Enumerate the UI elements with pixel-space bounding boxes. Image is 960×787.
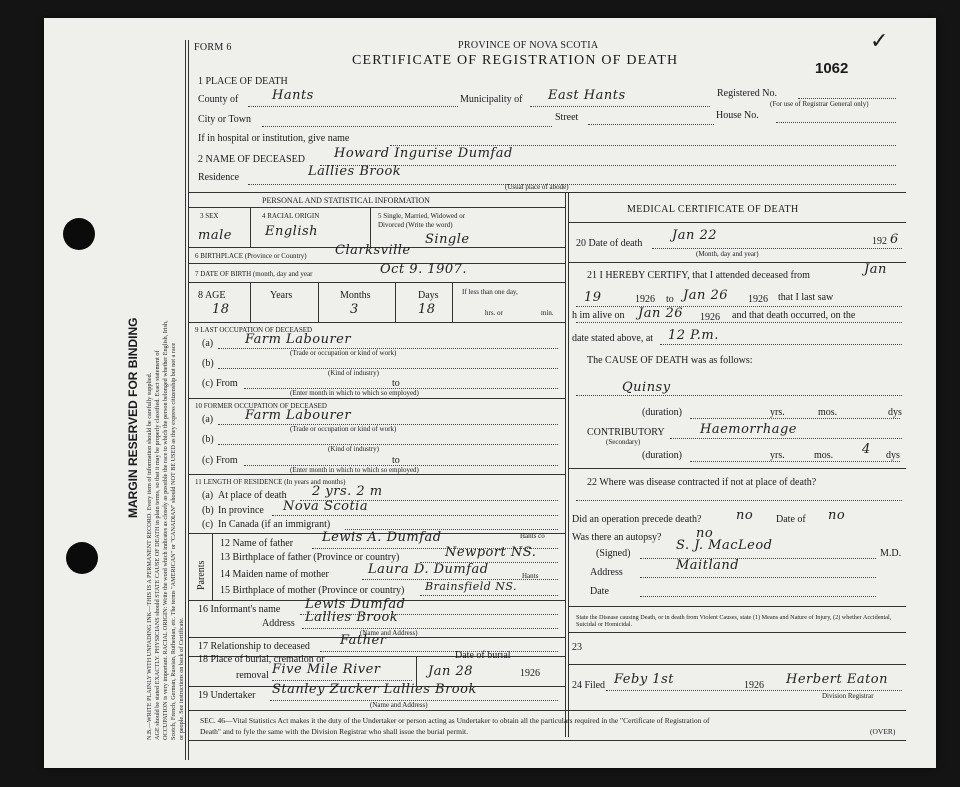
check-mark-icon: ✓ <box>870 28 889 53</box>
informant-value: Lewis Dumfad <box>305 597 406 612</box>
informant-address: Lallies Brook <box>305 610 399 625</box>
death-time: 12 P.m. <box>668 328 719 343</box>
parents-side-label: Parents <box>196 560 207 590</box>
margin-instruction: AGE should be stated EXACTLY. PHYSICIANS should STATE CAUSE OF DEATH in plain terms, so that it may be properly classified. Exact statement of <box>154 350 161 740</box>
father-note: Hants co <box>520 532 545 540</box>
undertaker-value: Stanley Zucker Lallies Brook <box>272 682 477 697</box>
margin-instruction: OCCUPATION is very important. RACIAL ORIGIN: Write the word which indicates as closely as possible the race to which the person belonged whether English, Irish, <box>162 320 169 740</box>
registered-note: (For use of Registrar General only) <box>770 100 869 108</box>
binder-hole <box>66 542 98 574</box>
residence-length-label: 11 LENGTH OF RESIDENCE (In years and months) <box>195 478 346 486</box>
months-label: Months <box>340 290 371 301</box>
age-months: 3 <box>350 302 359 317</box>
county-label: County of <box>198 94 239 105</box>
province-heading: PROVINCE OF NOVA SCOTIA <box>458 40 599 51</box>
racial-value: English <box>265 224 319 239</box>
over-note: (OVER) <box>870 727 896 736</box>
death-year-digit: 6 <box>890 232 899 247</box>
personal-heading: PERSONAL AND STATISTICAL INFORMATION <box>262 196 430 205</box>
days-label: Days <box>418 290 439 301</box>
registrar-signature: Herbert Eaton <box>786 672 888 687</box>
burial-date: Jan 28 <box>428 664 474 679</box>
former-occupation-label: 10 FORMER OCCUPATION OF DECEASED <box>195 402 327 410</box>
death-date: Jan 22 <box>672 228 718 243</box>
mother-birthplace: Brainsfield NS. <box>425 580 518 593</box>
physician-address: Maitland <box>676 558 740 573</box>
province-value: Nova Scotia <box>283 499 369 514</box>
relationship-value: Father <box>340 633 387 648</box>
municipality-value: East Hants <box>548 88 626 103</box>
margin-instruction: or people. See instructions on back of Certificate. <box>178 617 185 740</box>
father-value: Lewis A. Dumfad <box>322 530 442 545</box>
burial-place: Five Mile River <box>272 662 381 677</box>
city-label: City or Town <box>198 114 252 125</box>
less-day-label: If less than one day, <box>462 288 518 296</box>
registered-label: Registered No. <box>717 88 777 99</box>
hrs-label: hrs. or <box>485 309 503 317</box>
form-number: FORM 6 <box>194 42 232 53</box>
name-label: 2 NAME OF DECEASED <box>198 154 305 165</box>
birthplace-label: 6 BIRTHPLACE (Province or Country) <box>195 252 307 260</box>
at-place-value: 2 yrs. 2 m <box>312 484 383 499</box>
last-occupation-label: 9 LAST OCCUPATION OF DECEASED <box>195 326 313 334</box>
years-label: Years <box>270 290 293 301</box>
name-value: Howard Ingurise Dumfad <box>334 146 513 161</box>
footer-text: SEC. 46—Vital Statistics Act makes it the duty of the Undertaker or person acting as Undertaker to obtain all the particulars required in the "Certificate of Registration of <box>200 716 710 725</box>
county-value: Hants <box>272 88 314 103</box>
medical-heading: MEDICAL CERTIFICATE OF DEATH <box>627 204 799 215</box>
birthplace-value: Clarksville <box>335 243 411 258</box>
marital-label: 5 Single, Married, Widowed or <box>378 212 466 220</box>
margin-instruction: Scotch, French, German, Russian, Ruthenian, etc. The terms "AMERICAN" or "CANADIAN" should NOT BE USED as they express citizenship but not a race <box>170 342 177 740</box>
certificate-title: CERTIFICATE OF REGISTRATION OF DEATH <box>352 53 679 68</box>
sex-value: male <box>198 228 232 243</box>
marital-label: Divorced (Write the word) <box>378 221 453 229</box>
burial-year: 1926 <box>520 668 540 679</box>
racial-label: 4 RACIAL ORIGIN <box>262 212 320 220</box>
physician-signature: S. J. MacLeod <box>676 538 773 553</box>
residence-label: Residence <box>198 172 240 183</box>
age-years: 18 <box>212 302 230 317</box>
footer-text: Death" and to fyle the same with the Division Registrar who shall issue the burial permit. <box>200 727 469 736</box>
min-label: min. <box>541 309 554 317</box>
form-border <box>185 40 186 760</box>
cause-value: Quinsy <box>622 380 671 395</box>
certificate-number: 1062 <box>815 60 849 77</box>
residence-note: (Usual place of abode) <box>505 183 569 191</box>
binder-hole <box>63 218 95 250</box>
municipality-label: Municipality of <box>460 94 523 105</box>
dob-label: 7 DATE OF BIRTH (month, day and year <box>195 270 313 278</box>
hospital-label: If in hospital or institution, give name <box>198 133 350 144</box>
sex-label: 3 SEX <box>200 212 219 220</box>
marital-value: Single <box>425 232 470 247</box>
filed-date: Feby 1st <box>614 672 674 687</box>
last-occupation-value: Farm Labourer <box>245 332 352 347</box>
residence-value: Lallies Brook <box>308 164 402 179</box>
contributory-value: Haemorrhage <box>700 422 798 437</box>
house-label: House No. <box>716 110 759 121</box>
place-heading: 1 PLACE OF DEATH <box>198 76 288 87</box>
margin-title: MARGIN RESERVED FOR BINDING <box>126 317 140 518</box>
age-days: 18 <box>418 302 436 317</box>
mother-value: Laura D. Dumfad <box>368 562 489 577</box>
street-label: Street <box>555 112 579 123</box>
margin-instruction: N.B.—WRITE PLAINLY WITH UNFADING INK—THIS IS A PERMANENT RECORD. Every item of information should be carefully supplied. <box>146 372 153 740</box>
age-label: 8 AGE <box>198 290 226 301</box>
father-birthplace: Newport NS. <box>445 545 537 560</box>
former-occupation-value: Farm Labourer <box>245 408 352 423</box>
mother-note: Hants <box>522 572 539 580</box>
dob-value: Oct 9. 1907. <box>380 262 468 277</box>
form-border <box>188 40 189 760</box>
